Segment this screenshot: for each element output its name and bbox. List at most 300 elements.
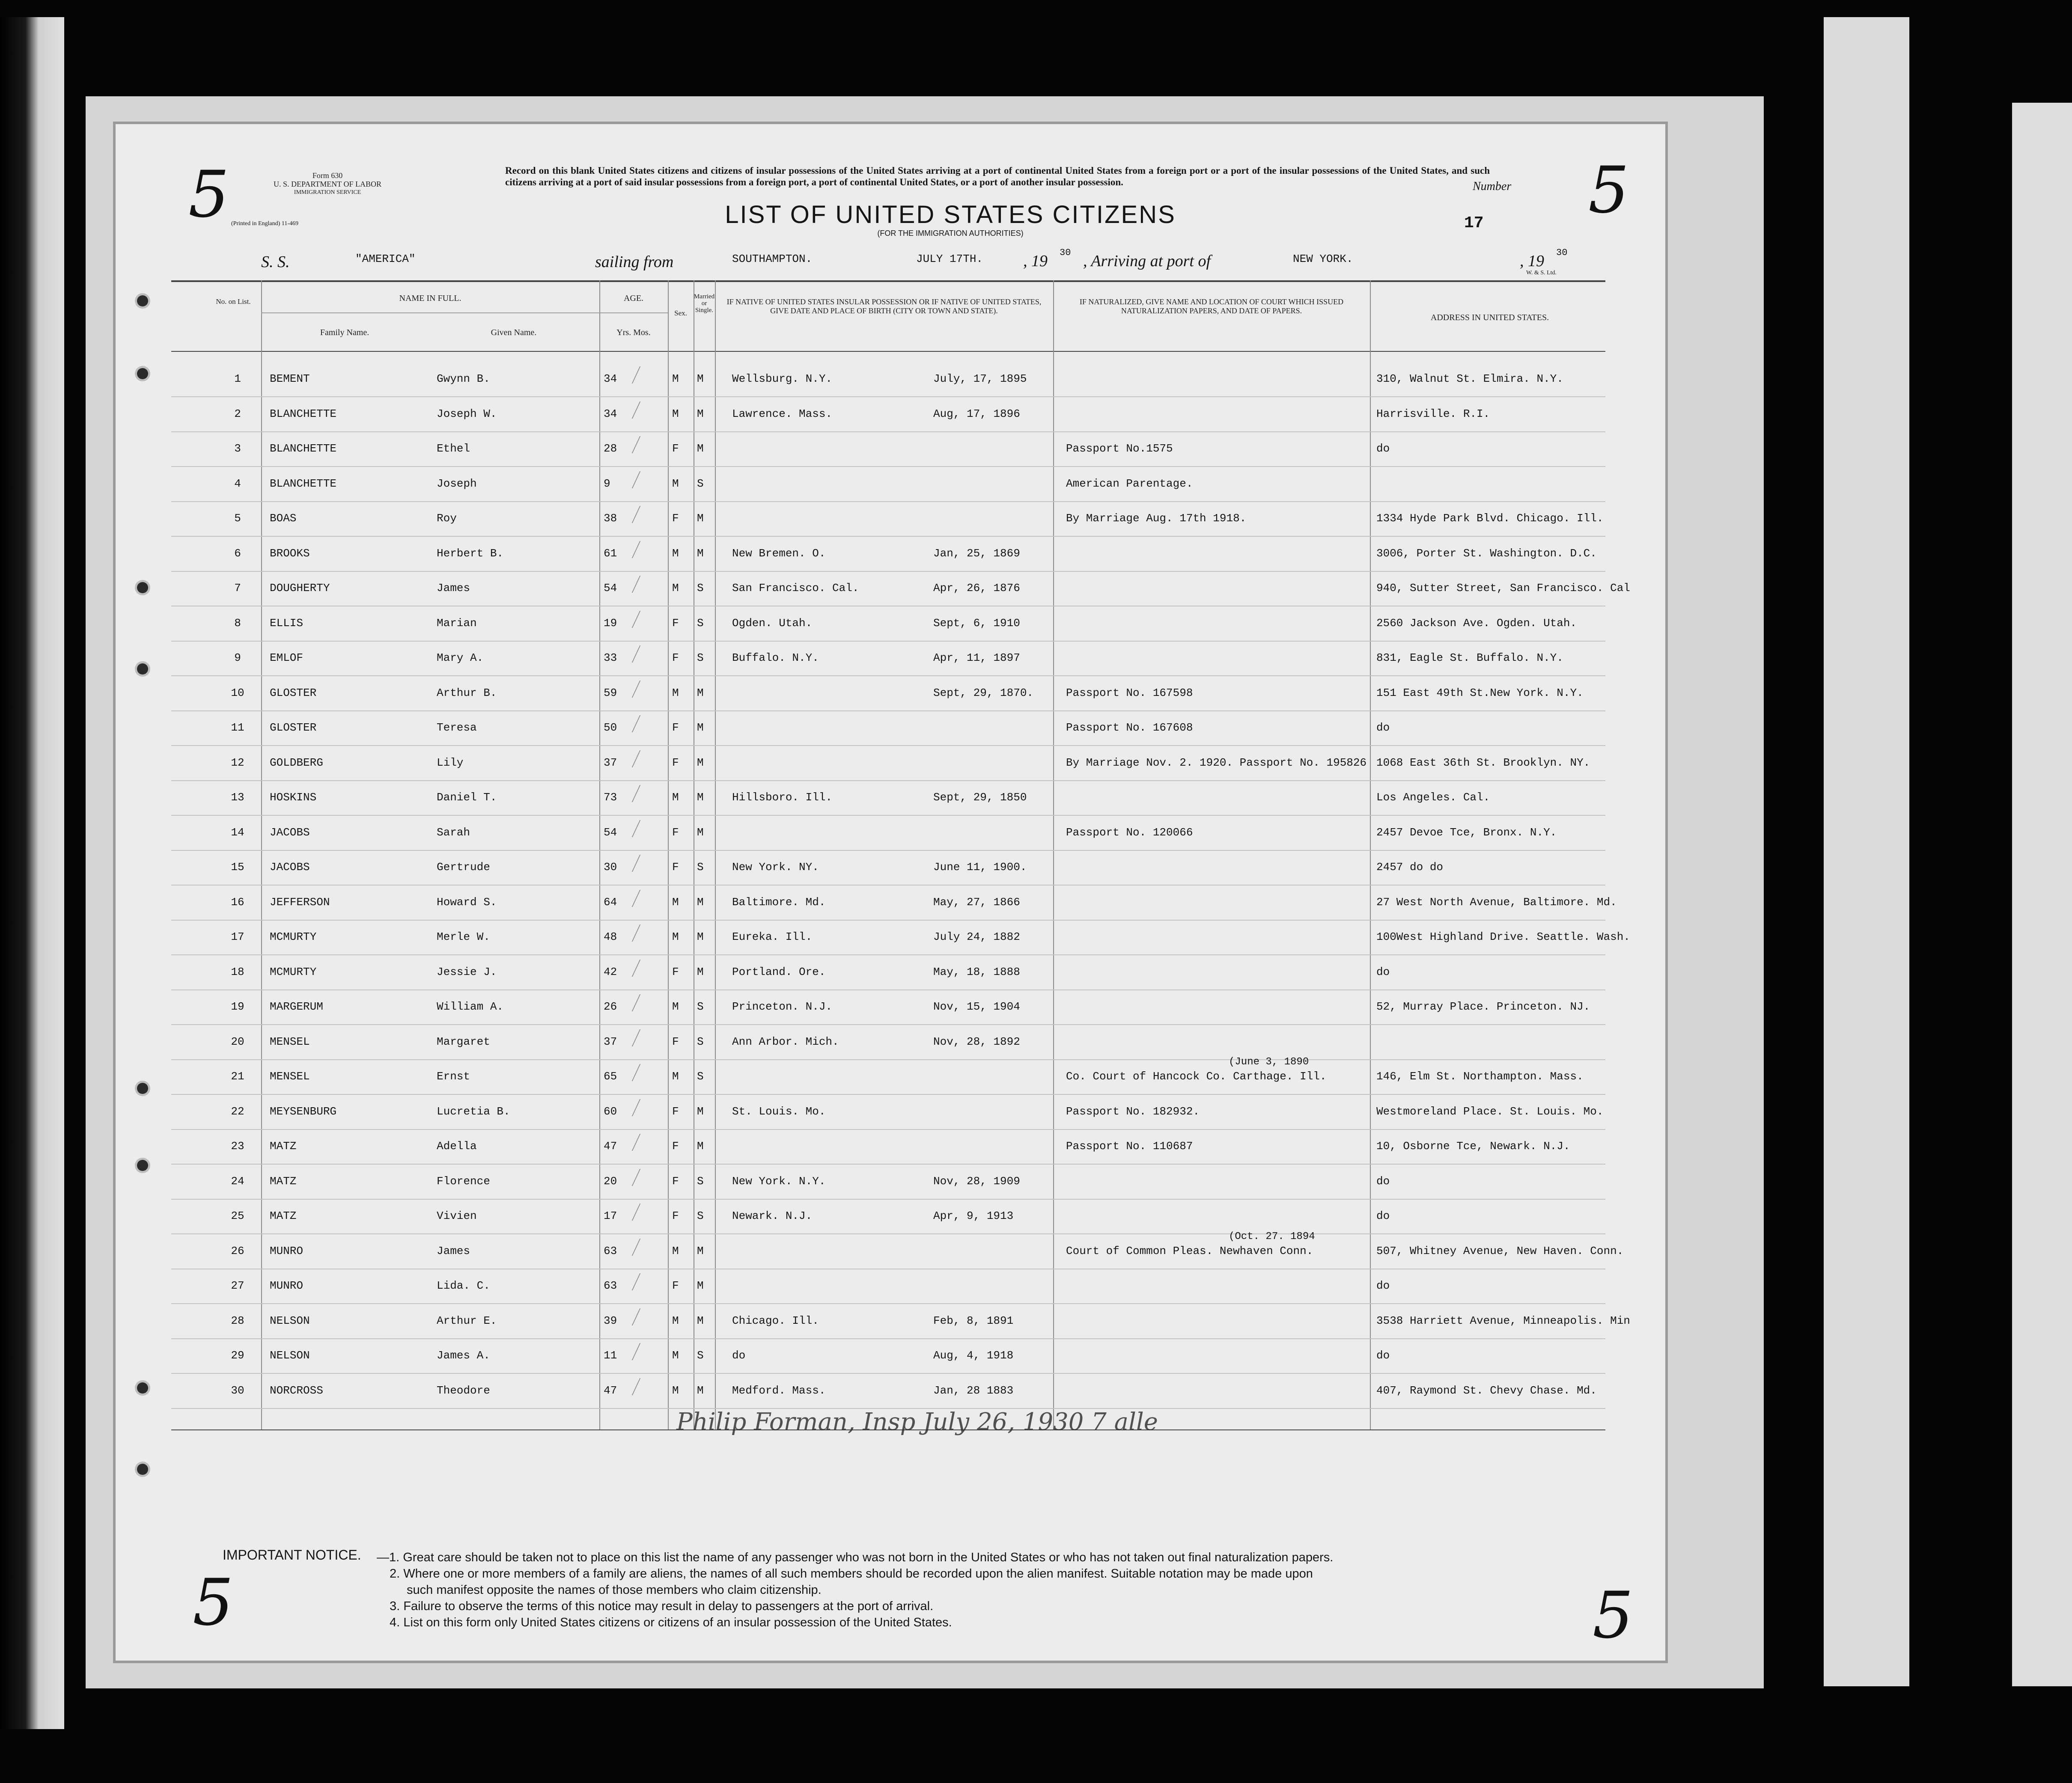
sex: F bbox=[672, 512, 679, 525]
header-family-name: Family Name. bbox=[320, 328, 369, 337]
given-name: Joseph W. bbox=[437, 407, 497, 420]
birth-date: Feb, 8, 1891 bbox=[933, 1314, 1014, 1327]
row-rule bbox=[171, 1373, 1605, 1374]
given-name: James A. bbox=[437, 1349, 490, 1362]
sex: M bbox=[672, 1000, 679, 1013]
birth-place: Hillsboro. Ill. bbox=[732, 791, 833, 804]
table-row bbox=[116, 748, 1665, 782]
birth-date: Sept, 6, 1910 bbox=[933, 616, 1020, 630]
us-address: 3538 Harriett Avenue, Minneapolis. Min bbox=[1376, 1314, 1630, 1327]
header-no: No. on List. bbox=[216, 297, 251, 306]
birth-date: Apr, 9, 1913 bbox=[933, 1209, 1014, 1222]
age-years: 38 bbox=[604, 512, 617, 525]
birth-place: San Francisco. Cal. bbox=[732, 582, 859, 594]
table-row bbox=[116, 1097, 1665, 1131]
table-row bbox=[116, 1166, 1665, 1201]
row-rule bbox=[171, 745, 1605, 746]
given-name: Marian bbox=[437, 616, 477, 630]
family-name: MATZ bbox=[270, 1174, 297, 1188]
row-number: 29 bbox=[231, 1349, 244, 1362]
header-yrs-mos: Yrs. Mos. bbox=[616, 328, 651, 337]
birth-place: New York. N.Y. bbox=[732, 1174, 826, 1188]
given-name: Joseph bbox=[437, 477, 477, 490]
birth-place: Portland. Ore. bbox=[732, 965, 826, 978]
check-mark bbox=[632, 1204, 667, 1221]
row-rule bbox=[171, 850, 1605, 851]
inspector-signature: Philip Forman, Insp July 26, 1930 7 alle bbox=[676, 1408, 1158, 1436]
naturalization: By Marriage Nov. 2. 1920. Passport No. 195826 bbox=[1066, 756, 1367, 769]
us-address: 831, Eagle St. Buffalo. N.Y. bbox=[1376, 651, 1563, 664]
birth-place: St. Louis. Mo. bbox=[732, 1105, 826, 1118]
manifest-page bbox=[116, 124, 1665, 1661]
family-name: BEMENT bbox=[270, 372, 310, 385]
us-address: 2457 do do bbox=[1376, 861, 1444, 874]
birth-place: New Bremen. O. bbox=[732, 547, 826, 560]
header-address: ADDRESS IN UNITED STATES. bbox=[1430, 313, 1549, 322]
family-name: NELSON bbox=[270, 1349, 310, 1362]
given-name: Lida. C. bbox=[437, 1279, 490, 1292]
age-years: 50 bbox=[604, 721, 617, 734]
marital-status: S bbox=[697, 1209, 704, 1222]
row-number: 3 bbox=[234, 442, 241, 455]
row-number: 17 bbox=[231, 930, 244, 943]
age-years: 42 bbox=[604, 965, 617, 978]
naturalization: Co. Court of Hancock Co. Carthage. Ill. bbox=[1066, 1070, 1327, 1083]
family-name: JACOBS bbox=[270, 826, 310, 839]
naturalization: Passport No.1575 bbox=[1066, 442, 1173, 455]
arriving-label: , Arriving at port of bbox=[1083, 252, 1211, 270]
birth-date: July 24, 1882 bbox=[933, 930, 1020, 943]
sex: M bbox=[672, 1349, 679, 1362]
row-number: 30 bbox=[231, 1384, 244, 1397]
row-rule bbox=[171, 1164, 1605, 1165]
family-name: MENSEL bbox=[270, 1035, 310, 1048]
row-rule bbox=[171, 1059, 1605, 1060]
corner-number-bottom-left: 5 bbox=[193, 1566, 234, 1640]
marital-status: M bbox=[697, 791, 704, 804]
table-row bbox=[116, 992, 1665, 1026]
row-number: 20 bbox=[231, 1035, 244, 1048]
age-years: 11 bbox=[604, 1349, 617, 1362]
us-address: do bbox=[1376, 1349, 1390, 1362]
us-address: 3006, Porter St. Washington. D.C. bbox=[1376, 547, 1597, 560]
marital-status: M bbox=[697, 930, 704, 943]
table-row bbox=[116, 678, 1665, 712]
age-years: 54 bbox=[604, 582, 617, 594]
family-name: BLANCHETTE bbox=[270, 477, 337, 490]
birth-place: Ann Arbor. Mich. bbox=[732, 1035, 839, 1048]
check-mark bbox=[632, 890, 667, 907]
birth-place: Ogden. Utah. bbox=[732, 616, 813, 630]
us-address: 100West Highland Drive. Seattle. Wash. bbox=[1376, 930, 1630, 943]
family-name: JACOBS bbox=[270, 861, 310, 874]
family-name: NORCROSS bbox=[270, 1384, 323, 1397]
adjacent-page-far-right bbox=[2012, 103, 2072, 1686]
table-row bbox=[116, 922, 1665, 956]
notice-title: IMPORTANT NOTICE. bbox=[223, 1547, 361, 1563]
family-name: BROOKS bbox=[270, 547, 310, 560]
age-years: 37 bbox=[604, 1035, 617, 1048]
check-mark bbox=[632, 960, 667, 977]
family-name: MUNRO bbox=[270, 1244, 304, 1257]
table-row bbox=[116, 538, 1665, 573]
us-address: do bbox=[1376, 1279, 1390, 1292]
age-years: 63 bbox=[604, 1279, 617, 1292]
row-rule bbox=[171, 641, 1605, 642]
family-name: MATZ bbox=[270, 1140, 297, 1153]
given-name: Herbert B. bbox=[437, 547, 504, 560]
table-row bbox=[116, 713, 1665, 747]
table-row bbox=[116, 1056, 1665, 1096]
us-address: do bbox=[1376, 965, 1390, 978]
row-rule bbox=[171, 1303, 1605, 1304]
row-rule bbox=[171, 536, 1605, 537]
given-name: Howard S. bbox=[437, 895, 497, 909]
naturalization: Passport No. 182932. bbox=[1066, 1105, 1200, 1118]
row-rule bbox=[171, 431, 1605, 432]
table-row bbox=[116, 399, 1665, 433]
sex: M bbox=[672, 582, 679, 594]
marital-status: M bbox=[697, 442, 704, 455]
table-row bbox=[116, 608, 1665, 642]
birth-place: Wellsburg. N.Y. bbox=[732, 372, 833, 385]
sex: F bbox=[672, 1035, 679, 1048]
row-rule bbox=[171, 954, 1605, 955]
row-number: 11 bbox=[231, 721, 244, 734]
header-married-single: Married or Single. bbox=[694, 293, 715, 314]
sex: M bbox=[672, 1070, 679, 1083]
us-address: Los Angeles. Cal. bbox=[1376, 791, 1490, 804]
marital-status: M bbox=[697, 1105, 704, 1118]
year-prefix: , 19 bbox=[1023, 252, 1048, 270]
given-name: Lucretia B. bbox=[437, 1105, 510, 1118]
sex: M bbox=[672, 686, 679, 699]
birth-place: New York. NY. bbox=[732, 861, 819, 874]
us-address: 407, Raymond St. Chevy Chase. Md. bbox=[1376, 1384, 1597, 1397]
age-years: 28 bbox=[604, 442, 617, 455]
check-mark bbox=[632, 994, 667, 1011]
family-name: BLANCHETTE bbox=[270, 442, 337, 455]
notice-item: 2. Where one or more members of a family are aliens, the names of all such members should be recorded upon the alien manifest. Suitable notation may be made upon bbox=[390, 1567, 1313, 1581]
marital-status: S bbox=[697, 861, 704, 874]
printed-note: (Printed in England) 11-469 bbox=[231, 220, 298, 227]
age-years: 54 bbox=[604, 826, 617, 839]
sex: M bbox=[672, 477, 679, 490]
row-rule bbox=[171, 1233, 1605, 1234]
row-rule bbox=[171, 1199, 1605, 1200]
sex: M bbox=[672, 407, 679, 420]
row-number: 6 bbox=[234, 547, 241, 560]
binder-hole bbox=[137, 295, 148, 306]
us-address: do bbox=[1376, 1209, 1390, 1222]
birth-date: Nov, 28, 1909 bbox=[933, 1174, 1020, 1188]
naturalization: Court of Common Pleas. Newhaven Conn. bbox=[1066, 1244, 1313, 1257]
sex: F bbox=[672, 616, 679, 630]
us-address: do bbox=[1376, 442, 1390, 455]
given-name: Gertrude bbox=[437, 861, 490, 874]
table-row bbox=[116, 1230, 1665, 1270]
age-years: 59 bbox=[604, 686, 617, 699]
family-name: HOSKINS bbox=[270, 791, 317, 804]
given-name: Theodore bbox=[437, 1384, 490, 1397]
notice-item: such manifest opposite the names of those members who claim citizenship. bbox=[407, 1583, 822, 1597]
given-name: Adella bbox=[437, 1140, 477, 1153]
birth-date: Sept, 29, 1870. bbox=[933, 686, 1034, 699]
check-mark bbox=[632, 855, 667, 872]
us-address: 1334 Hyde Park Blvd. Chicago. Ill. bbox=[1376, 512, 1604, 525]
marital-status: S bbox=[697, 582, 704, 594]
check-mark bbox=[632, 1378, 667, 1395]
given-name: Florence bbox=[437, 1174, 490, 1188]
age-years: 64 bbox=[604, 895, 617, 909]
given-name: Sarah bbox=[437, 826, 470, 839]
age-years: 60 bbox=[604, 1105, 617, 1118]
family-name: JEFFERSON bbox=[270, 895, 330, 909]
age-years: 26 bbox=[604, 1000, 617, 1013]
adjacent-page-right bbox=[1824, 17, 1909, 1686]
age-years: 34 bbox=[604, 407, 617, 420]
row-rule bbox=[171, 501, 1605, 502]
age-years: 19 bbox=[604, 616, 617, 630]
header-name-in-full: NAME IN FULL. bbox=[399, 294, 461, 303]
departure-date: JULY 17TH. bbox=[916, 253, 983, 265]
birth-place: do bbox=[732, 1349, 746, 1362]
marital-status: S bbox=[697, 651, 704, 664]
naturalization: Passport No. 110687 bbox=[1066, 1140, 1193, 1153]
sex: F bbox=[672, 965, 679, 978]
arrival-year-prefix: , 19 bbox=[1520, 252, 1544, 270]
family-name: MATZ bbox=[270, 1209, 297, 1222]
table-row bbox=[116, 887, 1665, 921]
row-number: 26 bbox=[231, 1244, 244, 1257]
header-age: AGE. bbox=[623, 294, 644, 303]
us-address: Westmoreland Place. St. Louis. Mo. bbox=[1376, 1105, 1604, 1118]
row-rule bbox=[171, 1129, 1605, 1130]
birth-date: Sept, 29, 1850 bbox=[933, 791, 1027, 804]
binder-hole bbox=[137, 1382, 148, 1394]
family-name: GOLDBERG bbox=[270, 756, 323, 769]
row-rule bbox=[171, 1338, 1605, 1339]
naturalization: Passport No. 120066 bbox=[1066, 826, 1193, 839]
marital-status: M bbox=[697, 1140, 704, 1153]
page-subtitle: (FOR THE IMMIGRATION AUTHORITIES) bbox=[877, 229, 1024, 238]
given-name: Lily bbox=[437, 756, 464, 769]
ss-label: S. S. bbox=[261, 253, 290, 271]
age-years: 47 bbox=[604, 1384, 617, 1397]
family-name: NELSON bbox=[270, 1314, 310, 1327]
table-row bbox=[116, 1376, 1665, 1410]
row-number: 28 bbox=[231, 1314, 244, 1327]
family-name: ELLIS bbox=[270, 616, 304, 630]
arrival-year: 30 bbox=[1556, 247, 1568, 258]
corner-number-top-right: 5 bbox=[1588, 153, 1629, 228]
sex: F bbox=[672, 1279, 679, 1292]
row-number: 1 bbox=[234, 372, 241, 385]
birth-place: Chicago. Ill. bbox=[732, 1314, 819, 1327]
sex: F bbox=[672, 1105, 679, 1118]
us-address: do bbox=[1376, 721, 1390, 734]
table-row bbox=[116, 1340, 1665, 1375]
header-given-name: Given Name. bbox=[491, 328, 537, 337]
marital-status: M bbox=[697, 512, 704, 525]
marital-status: S bbox=[697, 1070, 704, 1083]
given-name: Jessie J. bbox=[437, 965, 497, 978]
row-number: 2 bbox=[234, 407, 241, 420]
table-row bbox=[116, 1027, 1665, 1061]
row-number: 19 bbox=[231, 1000, 244, 1013]
us-address: 1068 East 36th St. Brooklyn. NY. bbox=[1376, 756, 1590, 769]
check-mark bbox=[632, 366, 667, 383]
age-years: 63 bbox=[604, 1244, 617, 1257]
marital-status: S bbox=[697, 1174, 704, 1188]
table-row bbox=[116, 573, 1665, 607]
birth-place: Eureka. Ill. bbox=[732, 930, 813, 943]
us-address: 507, Whitney Avenue, New Haven. Conn. bbox=[1376, 1244, 1624, 1257]
check-mark bbox=[632, 750, 667, 767]
birth-place: Baltimore. Md. bbox=[732, 895, 826, 909]
header-naturalized: IF NATURALIZED, GIVE NAME AND LOCATION OF COURT WHICH ISSUED NATURALIZATION PAPERS, AND DATE OF PAPERS. bbox=[1079, 297, 1344, 315]
age-years: 33 bbox=[604, 651, 617, 664]
birth-place: Lawrence. Mass. bbox=[732, 407, 833, 420]
check-mark bbox=[632, 1134, 667, 1151]
naturalization: Passport No. 167608 bbox=[1066, 721, 1193, 734]
marital-status: M bbox=[697, 721, 704, 734]
sex: F bbox=[672, 861, 679, 874]
us-address: 151 East 49th St.New York. N.Y. bbox=[1376, 686, 1584, 699]
row-number: 16 bbox=[231, 895, 244, 909]
sex: F bbox=[672, 1209, 679, 1222]
row-rule bbox=[171, 885, 1605, 886]
sex: F bbox=[672, 756, 679, 769]
marital-status: M bbox=[697, 407, 704, 420]
us-address: 940, Sutter Street, San Francisco. Cal bbox=[1376, 582, 1630, 594]
marital-status: M bbox=[697, 372, 704, 385]
given-name: James bbox=[437, 582, 470, 594]
check-mark bbox=[632, 401, 667, 419]
marital-status: M bbox=[697, 1384, 704, 1397]
birth-date: Jan, 28 1883 bbox=[933, 1384, 1014, 1397]
us-address: 2457 Devoe Tce, Bronx. N.Y. bbox=[1376, 826, 1557, 839]
sex: F bbox=[672, 1140, 679, 1153]
us-address: 310, Walnut St. Elmira. N.Y. bbox=[1376, 372, 1563, 385]
row-rule bbox=[171, 780, 1605, 781]
check-mark bbox=[632, 1343, 667, 1360]
row-number: 18 bbox=[231, 965, 244, 978]
row-rule bbox=[171, 710, 1605, 711]
header-sex: Sex. bbox=[674, 309, 687, 317]
marital-status: M bbox=[697, 547, 704, 560]
row-number: 24 bbox=[231, 1174, 244, 1188]
us-address: 10, Osborne Tce, Newark. N.J. bbox=[1376, 1140, 1570, 1153]
given-name: Daniel T. bbox=[437, 791, 497, 804]
row-number: 8 bbox=[234, 616, 241, 630]
row-rule bbox=[171, 396, 1605, 397]
sex: F bbox=[672, 651, 679, 664]
binder-hole bbox=[137, 368, 148, 379]
table-row bbox=[116, 503, 1665, 538]
check-mark bbox=[632, 1308, 667, 1325]
marital-status: M bbox=[697, 826, 704, 839]
check-mark bbox=[632, 924, 667, 942]
given-name: Teresa bbox=[437, 721, 477, 734]
notice-item: 4. List on this form only United States citizens or citizens of an insular possession of the United States. bbox=[390, 1616, 952, 1629]
film-edge-left bbox=[0, 17, 64, 1729]
marital-status: S bbox=[697, 616, 704, 630]
binder-hole bbox=[137, 1464, 148, 1475]
table-row bbox=[116, 469, 1665, 503]
birth-date: Apr, 26, 1876 bbox=[933, 582, 1020, 594]
given-name: Merle W. bbox=[437, 930, 490, 943]
row-number: 4 bbox=[234, 477, 241, 490]
table-row bbox=[116, 1131, 1665, 1165]
row-number: 9 bbox=[234, 651, 241, 664]
marital-status: M bbox=[697, 1279, 704, 1292]
marital-status: M bbox=[697, 895, 704, 909]
check-mark bbox=[632, 541, 667, 558]
age-years: 9 bbox=[604, 477, 610, 490]
check-mark bbox=[632, 1099, 667, 1116]
age-years: 61 bbox=[604, 547, 617, 560]
marital-status: M bbox=[697, 1244, 704, 1257]
binder-hole bbox=[137, 1160, 148, 1171]
us-address: do bbox=[1376, 1174, 1390, 1188]
page-title: LIST OF UNITED STATES CITIZENS bbox=[725, 201, 1176, 229]
age-years: 34 bbox=[604, 372, 617, 385]
row-number: 7 bbox=[234, 582, 241, 594]
us-address: 52, Murray Place. Princeton. NJ. bbox=[1376, 1000, 1590, 1013]
row-number: 23 bbox=[231, 1140, 244, 1153]
sex: M bbox=[672, 547, 679, 560]
table-row bbox=[116, 1306, 1665, 1340]
marital-status: S bbox=[697, 477, 704, 490]
age-years: 17 bbox=[604, 1209, 617, 1222]
marital-status: S bbox=[697, 1000, 704, 1013]
row-number: 22 bbox=[231, 1105, 244, 1118]
notice-items bbox=[377, 1549, 1644, 1631]
family-name: GLOSTER bbox=[270, 721, 317, 734]
age-years: 39 bbox=[604, 1314, 617, 1327]
given-name: Arthur E. bbox=[437, 1314, 497, 1327]
check-mark bbox=[632, 820, 667, 837]
departure-year: 30 bbox=[1060, 247, 1071, 258]
sex: M bbox=[672, 930, 679, 943]
row-rule bbox=[171, 571, 1605, 572]
marital-status: M bbox=[697, 686, 704, 699]
sex: M bbox=[672, 1314, 679, 1327]
binder-hole bbox=[137, 582, 148, 593]
birth-place: Princeton. N.J. bbox=[732, 1000, 833, 1013]
given-name: Ernst bbox=[437, 1070, 470, 1083]
family-name: MCMURTY bbox=[270, 965, 317, 978]
naturalization-date: (June 3, 1890 bbox=[1229, 1056, 1309, 1068]
family-name: MCMURTY bbox=[270, 930, 317, 943]
family-name: MEYSENBURG bbox=[270, 1105, 337, 1118]
family-name: MENSEL bbox=[270, 1070, 310, 1083]
birth-date: June 11, 1900. bbox=[933, 861, 1027, 874]
family-name: BOAS bbox=[270, 512, 297, 525]
row-number: 13 bbox=[231, 791, 244, 804]
notice-item: 3. Failure to observe the terms of this notice may result in delay to passengers at the port of arrival. bbox=[390, 1599, 934, 1613]
check-mark bbox=[632, 785, 667, 802]
binder-hole bbox=[137, 663, 148, 675]
given-name: James bbox=[437, 1244, 470, 1257]
row-number: 15 bbox=[231, 861, 244, 874]
sex: F bbox=[672, 721, 679, 734]
marital-status: M bbox=[697, 756, 704, 769]
birth-date: Aug, 4, 1918 bbox=[933, 1349, 1014, 1362]
table-row bbox=[116, 1271, 1665, 1305]
check-mark bbox=[632, 1064, 667, 1081]
